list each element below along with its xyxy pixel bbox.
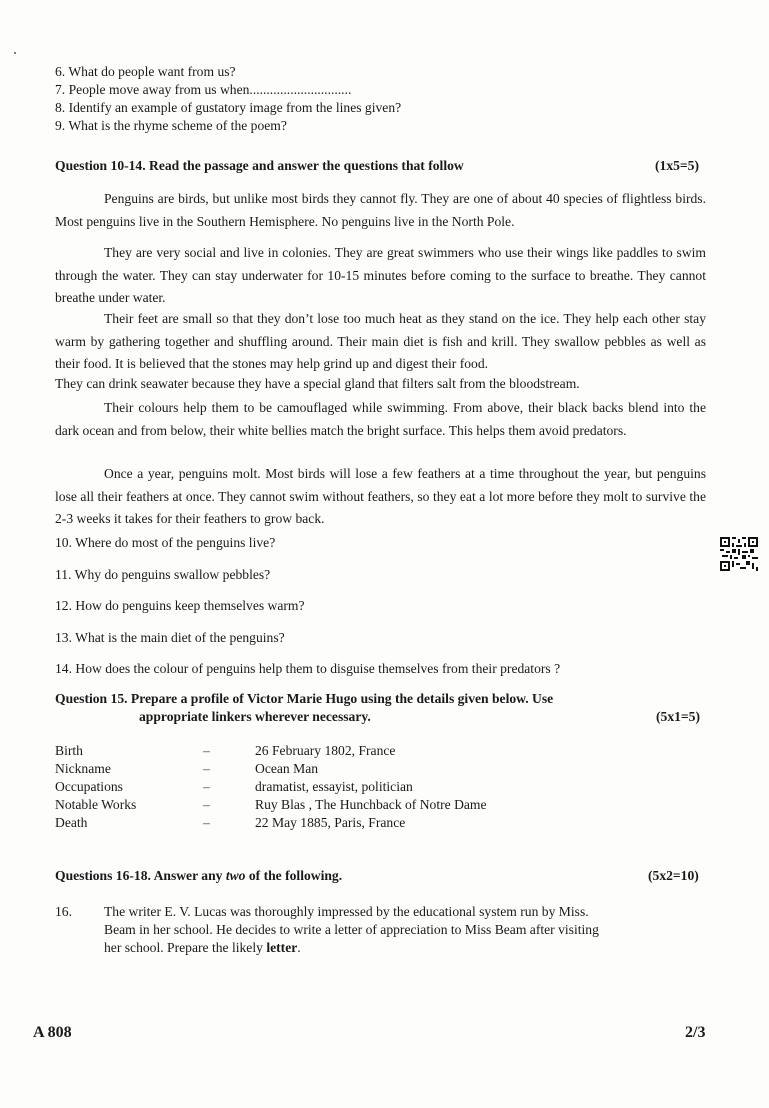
profile-value: dramatist, essayist, politician xyxy=(255,779,413,794)
page-number: 2/3 xyxy=(685,1024,706,1041)
qr-code-icon xyxy=(720,537,758,571)
question-7: 7. People move away from us when.............................. xyxy=(55,82,352,97)
profile-row-nickname xyxy=(55,761,555,779)
section-16-18-heading xyxy=(55,868,342,884)
question-16-line2: Beam in her school. He decides to write a letter of appreciation to Miss Beam after visiting xyxy=(104,922,599,937)
profile-label: Birth xyxy=(55,743,83,758)
section-15-heading-line1: Question 15. Prepare a profile of Victor Marie Hugo using the details given below. Use xyxy=(55,691,554,706)
question-16-line1: The writer E. V. Lucas was thoroughly impressed by the educational system run by Miss. xyxy=(104,904,589,919)
question-13: 13. What is the main diet of the penguins? xyxy=(55,630,285,645)
question-12: 12. How do penguins keep themselves warm? xyxy=(55,598,305,613)
question-9: 9. What is the rhyme scheme of the poem? xyxy=(55,118,287,133)
profile-dash: – xyxy=(203,761,210,776)
q16-line3-bold: letter xyxy=(266,940,298,955)
profile-row-death xyxy=(55,815,555,833)
heading-prefix: Questions 16-18. Answer any xyxy=(55,868,226,883)
profile-row-occupations xyxy=(55,779,555,797)
passage-paragraph-4: Their colours help them to be camouflaged while swimming. From above, their black backs blend into the dark ocean and from below, their white bellies match the bright surface. This helps them avoid predators. xyxy=(55,400,706,438)
question-16-line3 xyxy=(104,940,301,956)
question-8: 8. Identify an example of gustatory image from the lines given? xyxy=(55,100,402,115)
profile-dash: – xyxy=(203,797,210,812)
scan-speck xyxy=(14,52,16,54)
question-14: 14. How does the colour of penguins help them to disguise themselves from their predators ? xyxy=(55,661,561,676)
profile-value: Ruy Blas , The Hunchback of Notre Dame xyxy=(255,797,487,812)
profile-label: Notable Works xyxy=(55,797,137,812)
q16-line3-prefix: her school. Prepare the likely xyxy=(104,940,267,955)
profile-dash: – xyxy=(203,779,210,794)
section-10-14-marks: (1x5=5) xyxy=(655,158,699,173)
profile-label: Nickname xyxy=(55,761,111,776)
question-10: 10. Where do most of the penguins live? xyxy=(55,535,276,550)
passage-paragraph-2: They are very social and live in colonies. They are great swimmers who use their wings like paddles to swim through the water. They can stay underwater for 10-15 minutes before coming to the surface to breathe. They cannot breathe under water. xyxy=(55,245,706,305)
passage-paragraph-3: Their feet are small so that they don’t lose too much heat as they stand on the ice. They help each other stay warm by gathering together and shuffling around. Their main diet is fish and krill. They swallow pebbles as well as their food. It is believed that the stones may help grind up and digest their food. xyxy=(55,311,706,371)
heading-suffix: of the following. xyxy=(245,868,343,883)
question-16-number: 16. xyxy=(55,904,72,919)
section-10-14-heading: Question 10-14. Read the passage and answer the questions that follow xyxy=(55,158,464,173)
profile-dash: – xyxy=(203,815,210,830)
profile-row-notable-works xyxy=(55,797,555,815)
profile-row-birth xyxy=(55,743,555,761)
paper-code: A 808 xyxy=(33,1024,72,1041)
profile-value: 22 May 1885, Paris, France xyxy=(255,815,406,830)
profile-value: 26 February 1802, France xyxy=(255,743,396,758)
profile-value: Ocean Man xyxy=(255,761,319,776)
question-6: 6. What do people want from us? xyxy=(55,64,236,79)
profile-label: Occupations xyxy=(55,779,123,794)
section-15-marks: (5x1=5) xyxy=(656,709,700,724)
heading-emphasis: two xyxy=(225,868,246,883)
profile-label: Death xyxy=(55,815,88,830)
question-11: 11. Why do penguins swallow pebbles? xyxy=(55,567,271,582)
passage-line-seawater: They can drink seawater because they have a special gland that filters salt from the bloodstream. xyxy=(55,376,580,391)
section-15-heading-line2: appropriate linkers wherever necessary. xyxy=(139,709,371,724)
passage-paragraph-1: Penguins are birds, but unlike most birds they cannot fly. They are one of about 40 species of flightless birds. Most penguins live in the Southern Hemisphere. No penguins live in the North Pole. xyxy=(55,191,706,229)
section-16-18-marks: (5x2=10) xyxy=(648,868,699,883)
q16-line3-suffix: . xyxy=(297,940,301,955)
passage-paragraph-5: Once a year, penguins molt. Most birds will lose a few feathers at a time throughout the year, but penguins lose all their feathers at once. They cannot swim without feathers, so they eat a lot more before they molt to survive the 2-3 weeks it takes for their feathers to grow back. xyxy=(55,466,706,526)
profile-dash: – xyxy=(203,743,210,758)
